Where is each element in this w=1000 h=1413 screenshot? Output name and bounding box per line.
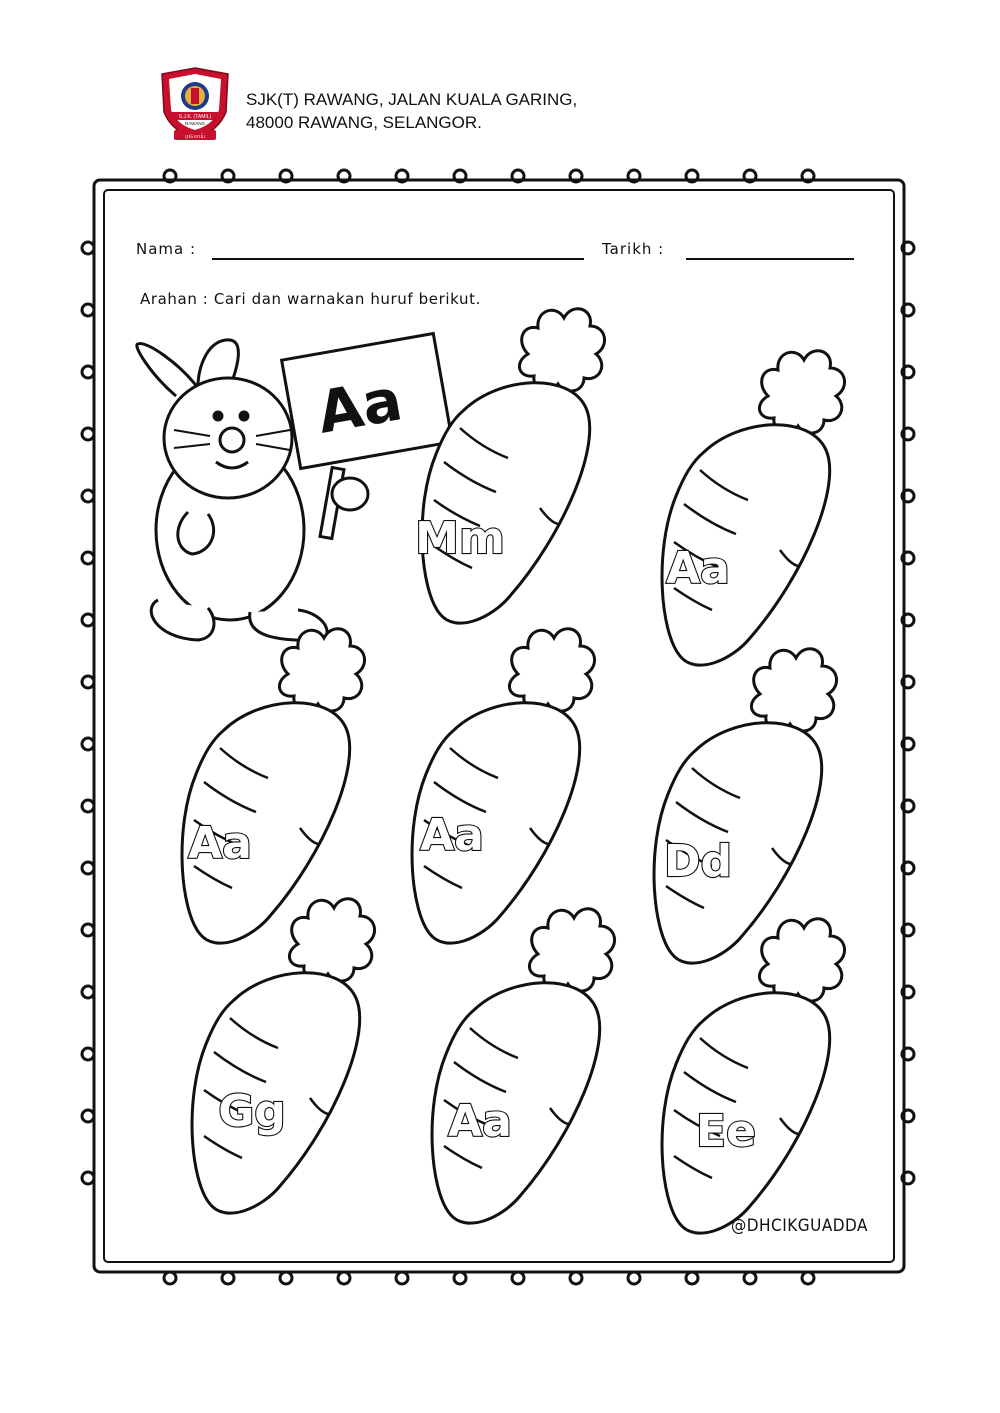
carrot-letter: Gg <box>218 1086 286 1137</box>
carrot-letter: Mm <box>415 513 505 564</box>
carrot-letter: Ee <box>696 1106 756 1157</box>
carrot-letter: Aa <box>666 543 730 594</box>
address-line-2: 48000 RAWANG, SELANGOR. <box>246 113 482 132</box>
school-address <box>246 88 577 134</box>
school-logo-icon <box>158 66 232 142</box>
carrot-letter: Dd <box>663 836 733 887</box>
carrot[interactable] <box>182 629 365 943</box>
carrot[interactable] <box>662 351 845 665</box>
carrot-letter: Aa <box>448 1096 512 1147</box>
carrot[interactable] <box>432 909 615 1223</box>
worksheet <box>80 168 916 1288</box>
carrot-letter: Aa <box>420 810 484 861</box>
credit-text: @DHCIKGUADDA <box>730 1216 868 1236</box>
date-label: Tarikh : <box>602 240 665 258</box>
carrot[interactable] <box>412 629 595 943</box>
name-input-line[interactable] <box>212 258 584 260</box>
logo-text-bottom: RAWANG <box>185 121 205 126</box>
carrot[interactable] <box>415 309 604 623</box>
worksheet-art <box>80 168 916 1288</box>
date-input-line[interactable] <box>686 258 854 260</box>
sign-letter-text: Aa <box>312 365 407 447</box>
school-header <box>158 66 758 146</box>
logo-tamil-text: ரவாங் <box>184 133 206 140</box>
carrot[interactable] <box>654 649 837 963</box>
carrot-letter: Aa <box>188 818 252 869</box>
address-line-1: SJK(T) RAWANG, JALAN KUALA GARING, <box>246 90 578 109</box>
name-label: Nama : <box>136 240 197 258</box>
carrot[interactable] <box>662 919 845 1233</box>
logo-text-top: S.J.K. (TAMIL) <box>178 114 212 120</box>
instruction-text: Arahan : Cari dan warnakan huruf berikut. <box>140 290 481 308</box>
carrot[interactable] <box>192 899 375 1213</box>
